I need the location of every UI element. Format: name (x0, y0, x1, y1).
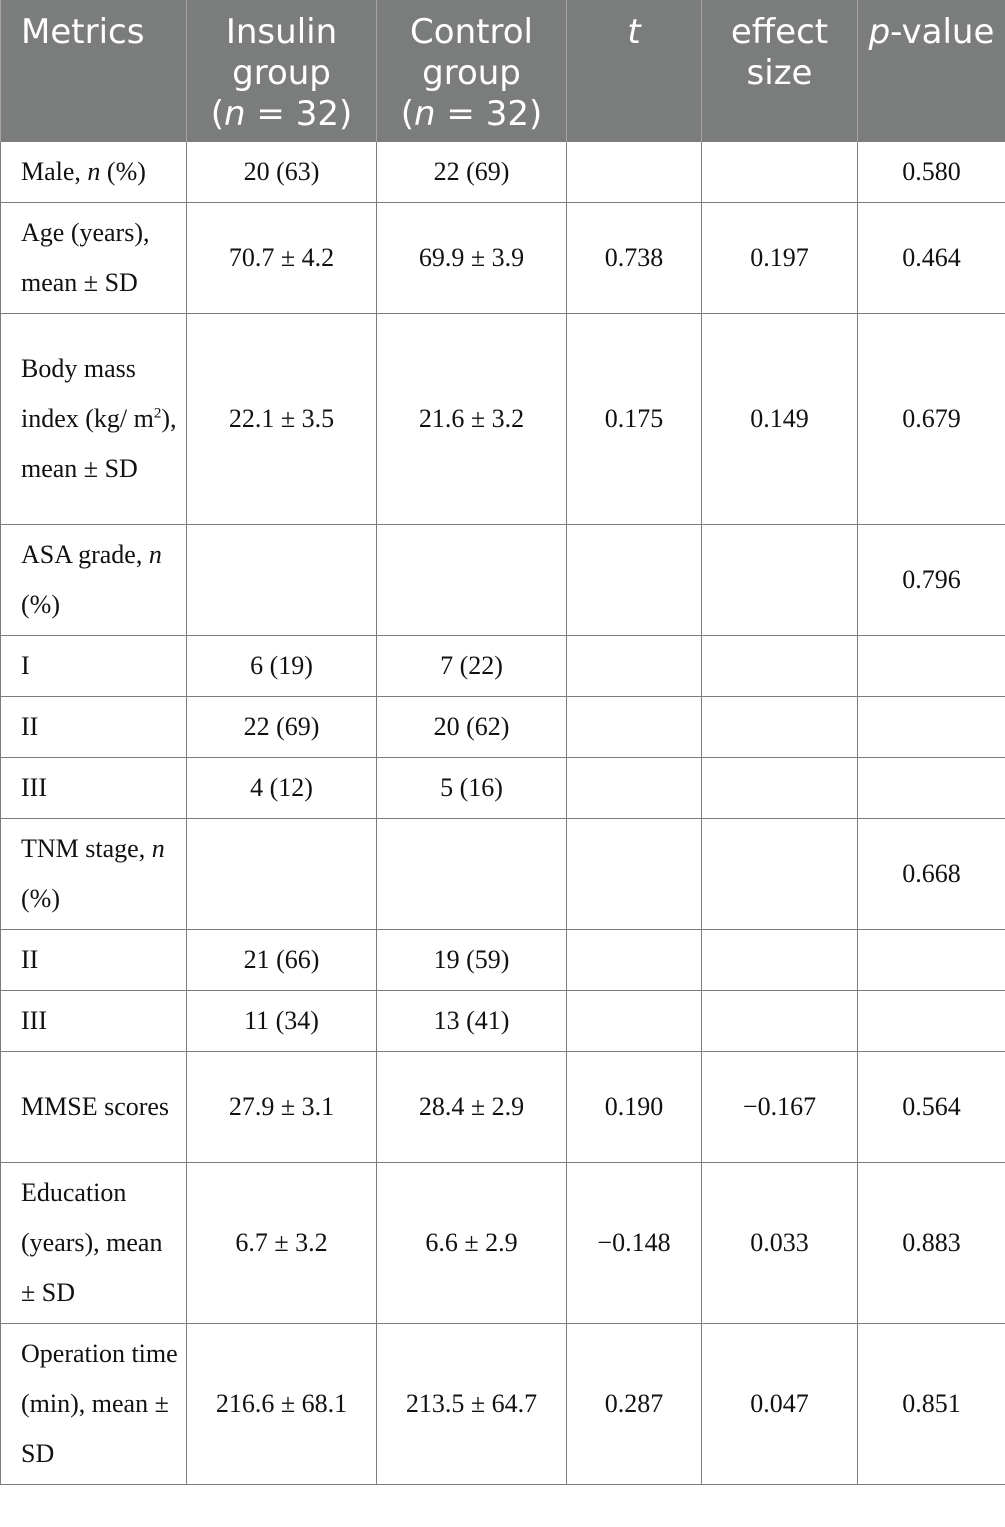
cell-control: 22 (69) (377, 142, 567, 203)
cell-p-value (858, 697, 1005, 758)
table-row-male (1, 142, 1005, 203)
cell-control: 7 (22) (377, 636, 567, 697)
header-effect-size: effect size (702, 0, 858, 142)
cell-insulin: 22 (69) (187, 697, 377, 758)
cell-effect-size: 0.149 (702, 314, 858, 525)
table-row-mmse (1, 1052, 1005, 1163)
cell-control: 5 (16) (377, 758, 567, 819)
cell-p-value: 0.796 (858, 525, 1005, 636)
cell-control: 13 (41) (377, 991, 567, 1052)
cell-control: 6.6 ± 2.9 (377, 1163, 567, 1324)
cell-t (567, 930, 702, 991)
cell-insulin: 20 (63) (187, 142, 377, 203)
cell-t (567, 991, 702, 1052)
row-label: Age (years), mean ± SD (1, 203, 187, 314)
row-label: II (1, 930, 187, 991)
cell-insulin: 4 (12) (187, 758, 377, 819)
cell-insulin (187, 525, 377, 636)
cell-t: 0.175 (567, 314, 702, 525)
row-label: ASA grade, n (%) (1, 525, 187, 636)
cell-effect-size (702, 758, 858, 819)
cell-control: 69.9 ± 3.9 (377, 203, 567, 314)
cell-p-value (858, 991, 1005, 1052)
row-label: II (1, 697, 187, 758)
row-label: I (1, 636, 187, 697)
header-insulin-group: Insulin group (n = 32) (187, 0, 377, 142)
cell-insulin (187, 819, 377, 930)
cell-effect-size (702, 636, 858, 697)
cell-t (567, 819, 702, 930)
row-label: III (1, 991, 187, 1052)
row-label: Male, n (%) (1, 142, 187, 203)
cell-control: 28.4 ± 2.9 (377, 1052, 567, 1163)
cell-t (567, 758, 702, 819)
table-row-bmi (1, 314, 1005, 525)
cell-control: 213.5 ± 64.7 (377, 1324, 567, 1485)
cell-control (377, 525, 567, 636)
cell-effect-size (702, 142, 858, 203)
cell-control (377, 819, 567, 930)
table-row-education (1, 1163, 1005, 1324)
table-row-age (1, 203, 1005, 314)
table-row-asa-grade (1, 525, 1005, 636)
cell-t (567, 142, 702, 203)
cell-p-value (858, 758, 1005, 819)
cell-t: −0.148 (567, 1163, 702, 1324)
cell-p-value: 0.464 (858, 203, 1005, 314)
cell-t (567, 525, 702, 636)
row-label: III (1, 758, 187, 819)
cell-p-value: 0.580 (858, 142, 1005, 203)
cell-effect-size (702, 697, 858, 758)
cell-p-value (858, 636, 1005, 697)
cell-effect-size: 0.047 (702, 1324, 858, 1485)
header-row (1, 0, 1005, 142)
cell-p-value: 0.851 (858, 1324, 1005, 1485)
cell-control: 20 (62) (377, 697, 567, 758)
cell-t (567, 697, 702, 758)
cell-insulin: 27.9 ± 3.1 (187, 1052, 377, 1163)
cell-p-value: 0.668 (858, 819, 1005, 930)
cell-insulin: 22.1 ± 3.5 (187, 314, 377, 525)
cell-insulin: 11 (34) (187, 991, 377, 1052)
table-row-asa-ii (1, 697, 1005, 758)
table-row-asa-i (1, 636, 1005, 697)
header-p-value: p-value (858, 0, 1005, 142)
cell-insulin: 6.7 ± 3.2 (187, 1163, 377, 1324)
cell-t (567, 636, 702, 697)
cell-p-value: 0.883 (858, 1163, 1005, 1324)
cell-t: 0.190 (567, 1052, 702, 1163)
row-label: MMSE scores (1, 1052, 187, 1163)
cell-effect-size (702, 991, 858, 1052)
row-label: Body mass index (kg/ $m^2$), mean ± SD (1, 314, 187, 525)
cell-effect-size (702, 819, 858, 930)
cell-t: 0.738 (567, 203, 702, 314)
row-label: Operation time (min), mean ± SD (1, 1324, 187, 1485)
table-row-tnm-stage (1, 819, 1005, 930)
row-label: TNM stage, n (%) (1, 819, 187, 930)
cell-t: 0.287 (567, 1324, 702, 1485)
cell-effect-size: −0.167 (702, 1052, 858, 1163)
cell-insulin: 21 (66) (187, 930, 377, 991)
cell-p-value: 0.679 (858, 314, 1005, 525)
table-row-tnm-ii (1, 930, 1005, 991)
cell-effect-size (702, 930, 858, 991)
cell-insulin: 70.7 ± 4.2 (187, 203, 377, 314)
cell-effect-size: 0.197 (702, 203, 858, 314)
cell-effect-size (702, 525, 858, 636)
header-metrics: Metrics (1, 0, 187, 142)
cell-p-value: 0.564 (858, 1052, 1005, 1163)
table-row-asa-iii (1, 758, 1005, 819)
header-control-group: Control group (n = 32) (377, 0, 567, 142)
header-t: t (567, 0, 702, 142)
table-row-operation-time (1, 1324, 1005, 1485)
cell-control: 19 (59) (377, 930, 567, 991)
cell-p-value (858, 930, 1005, 991)
cell-effect-size: 0.033 (702, 1163, 858, 1324)
cell-insulin: 216.6 ± 68.1 (187, 1324, 377, 1485)
cell-control: 21.6 ± 3.2 (377, 314, 567, 525)
cell-insulin: 6 (19) (187, 636, 377, 697)
table-row-tnm-iii (1, 991, 1005, 1052)
row-label: Education (years), mean ± SD (1, 1163, 187, 1324)
